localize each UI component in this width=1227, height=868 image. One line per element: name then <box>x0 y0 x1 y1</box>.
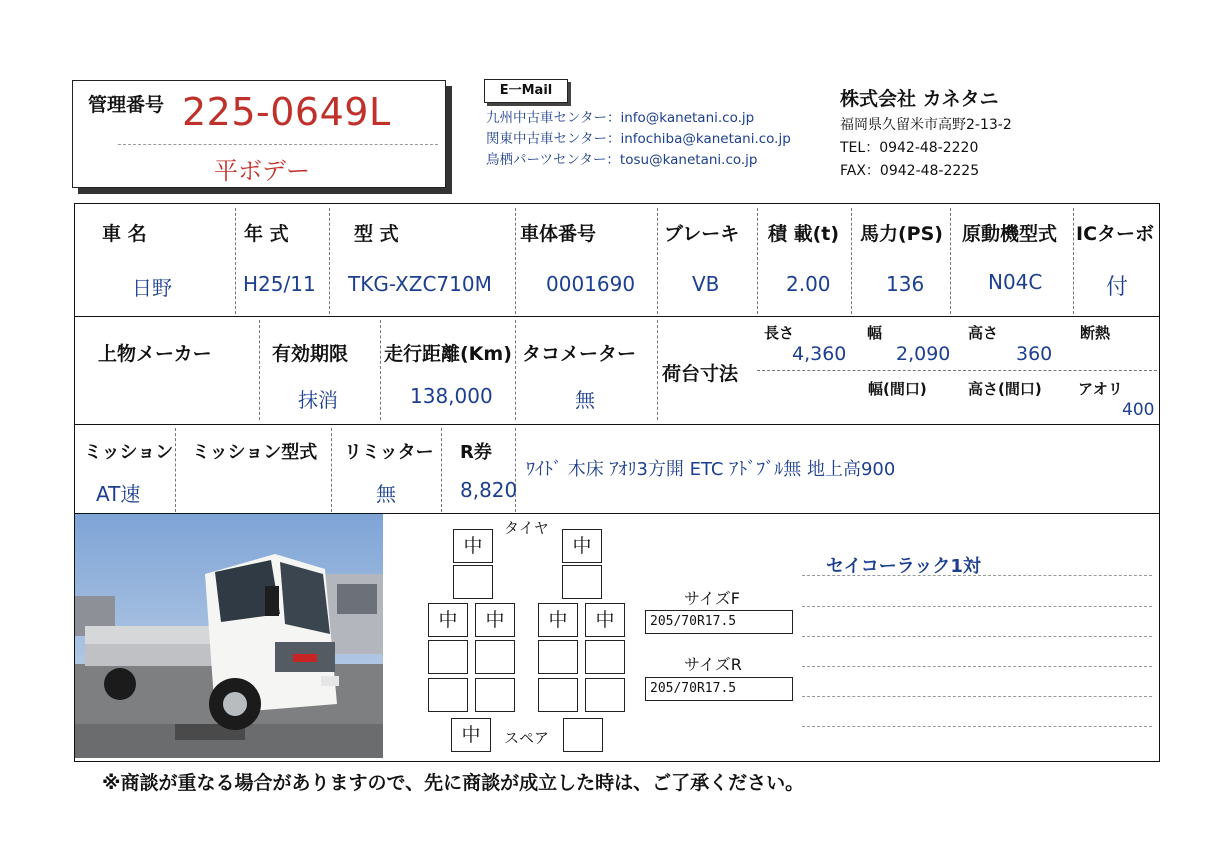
row-separator <box>75 316 1159 317</box>
tire-front-left-2 <box>453 565 493 599</box>
label-engine-model: 原動機型式 <box>962 223 1058 245</box>
label-ic-turbo: ICターボ <box>1076 223 1155 245</box>
value-ic-turbo: 付 <box>1106 275 1129 300</box>
note-line <box>802 606 1152 607</box>
label-limiter: リミッター <box>344 442 434 463</box>
tire-slot <box>428 640 468 674</box>
value-r-ticket: 8,820 <box>460 478 518 502</box>
remarks: ﾜｲﾄﾞ 木床 ｱｵﾘ3方開 ETC ｱﾄﾞﾌﾞﾙ無 地上高900 <box>526 459 896 480</box>
body-type: 平ボデー <box>214 157 310 185</box>
note-line <box>802 726 1152 727</box>
value-limiter: 無 <box>376 482 396 506</box>
note-line <box>802 636 1152 637</box>
tire-slot <box>475 640 515 674</box>
size-f-value: 205/70R17.5 <box>645 610 793 634</box>
label-length: 長さ <box>764 324 795 342</box>
value-expiry: 抹消 <box>298 388 338 412</box>
value-mileage: 138,000 <box>410 384 493 408</box>
value-aori: 400 <box>1122 400 1155 420</box>
company-address: 福岡県久留米市高野2-13-2 <box>840 117 1012 133</box>
label-car-name: 車 名 <box>102 223 147 245</box>
value-horsepower: 136 <box>886 272 925 296</box>
label-model: 型 式 <box>354 223 399 245</box>
tire-spare-2 <box>563 718 603 752</box>
label-transmission-model: ミッション型式 <box>192 442 318 463</box>
value-tachometer: 無 <box>575 388 595 412</box>
label-r-ticket: R券 <box>460 442 492 463</box>
value-length: 4,360 <box>792 343 847 365</box>
company-name: 株式会社 カネタニ <box>840 88 999 110</box>
value-year: H25/11 <box>243 272 316 296</box>
value-car-name: 日野 <box>132 276 172 300</box>
tire-slot <box>538 678 578 712</box>
email-address[interactable]: tosu@kanetani.co.jp <box>619 152 758 168</box>
spare-label: スペア <box>504 729 550 747</box>
value-engine-model: N04C <box>988 270 1043 294</box>
tire-rear-left-inner: 中 <box>475 603 515 637</box>
email-address[interactable]: infochiba@kanetani.co.jp <box>620 131 791 147</box>
value-width: 2,090 <box>896 343 951 365</box>
label-cargo-dimensions: 荷台寸法 <box>662 363 739 385</box>
label-load: 積 載(t) <box>768 223 840 245</box>
label-expiry: 有効期限 <box>272 343 349 365</box>
tire-slot <box>538 640 578 674</box>
tire-front-right: 中 <box>562 529 602 563</box>
tire-rear-left-outer: 中 <box>428 603 468 637</box>
label-brake: ブレーキ <box>664 223 740 245</box>
label-height-opening: 高さ(間口) <box>968 380 1042 398</box>
value-chassis-number: 0001690 <box>546 272 636 296</box>
center-name: 九州中古車センター： <box>486 110 621 126</box>
email-row <box>486 108 791 129</box>
email-row <box>486 129 791 150</box>
truck-photo <box>75 514 383 758</box>
management-number: 225-0649L <box>182 90 391 134</box>
value-load: 2.00 <box>786 272 831 296</box>
label-insulation: 断熱 <box>1080 324 1111 342</box>
note-line <box>802 696 1152 697</box>
value-transmission: AT速 <box>96 482 141 506</box>
label-chassis-number: 車体番号 <box>520 223 597 245</box>
size-r-value: 205/70R17.5 <box>645 677 793 701</box>
tire-rear-right-inner: 中 <box>538 603 578 637</box>
tire-label: タイヤ <box>504 519 549 537</box>
label-transmission: ミッション <box>84 442 174 463</box>
tire-rear-right-outer: 中 <box>585 603 625 637</box>
label-body-maker: 上物メーカー <box>98 343 212 365</box>
label-width-opening: 幅(間口) <box>868 380 927 398</box>
size-f-label: サイズF <box>684 589 740 608</box>
label-aori: アオリ <box>1078 380 1123 398</box>
label-mileage: 走行距離(Km) <box>384 343 512 365</box>
tire-front-right-2 <box>562 565 602 599</box>
center-name: 関東中古車センター： <box>486 131 621 147</box>
divider <box>118 144 438 145</box>
email-address[interactable]: info@kanetani.co.jp <box>620 110 755 126</box>
label-tachometer: タコメーター <box>522 343 637 365</box>
label-year: 年 式 <box>244 223 289 245</box>
tire-slot <box>585 678 625 712</box>
tire-spare: 中 <box>451 718 491 752</box>
note-line <box>802 666 1152 667</box>
company-fax: FAX：0942-48-2225 <box>840 163 980 179</box>
label-width: 幅 <box>867 324 883 342</box>
center-name: 鳥栖パーツセンター： <box>486 152 620 168</box>
tire-slot <box>585 640 625 674</box>
tire-front-left: 中 <box>453 529 493 563</box>
footer-notice: ※商談が重なる場合がありますので、先に商談が成立した時は、ご了承ください。 <box>102 772 805 794</box>
tire-slot <box>428 678 468 712</box>
email-tag: E一Mail <box>484 79 568 103</box>
value-brake: VB <box>692 272 720 296</box>
email-list <box>486 108 791 171</box>
size-r-label: サイズR <box>684 655 742 674</box>
note-line <box>802 575 1152 576</box>
value-height: 360 <box>1016 343 1053 365</box>
label-height: 高さ <box>968 324 999 342</box>
row-separator <box>75 424 1159 425</box>
label-horsepower: 馬力(PS) <box>860 223 943 245</box>
email-row <box>486 150 791 171</box>
value-model: TKG-XZC710M <box>348 272 492 296</box>
tire-slot <box>475 678 515 712</box>
company-tel: TEL：0942-48-2220 <box>840 140 979 156</box>
equipment-note: セイコーラック1対 <box>826 556 981 577</box>
management-label: 管理番号 <box>88 94 165 116</box>
company-info <box>840 114 1012 183</box>
